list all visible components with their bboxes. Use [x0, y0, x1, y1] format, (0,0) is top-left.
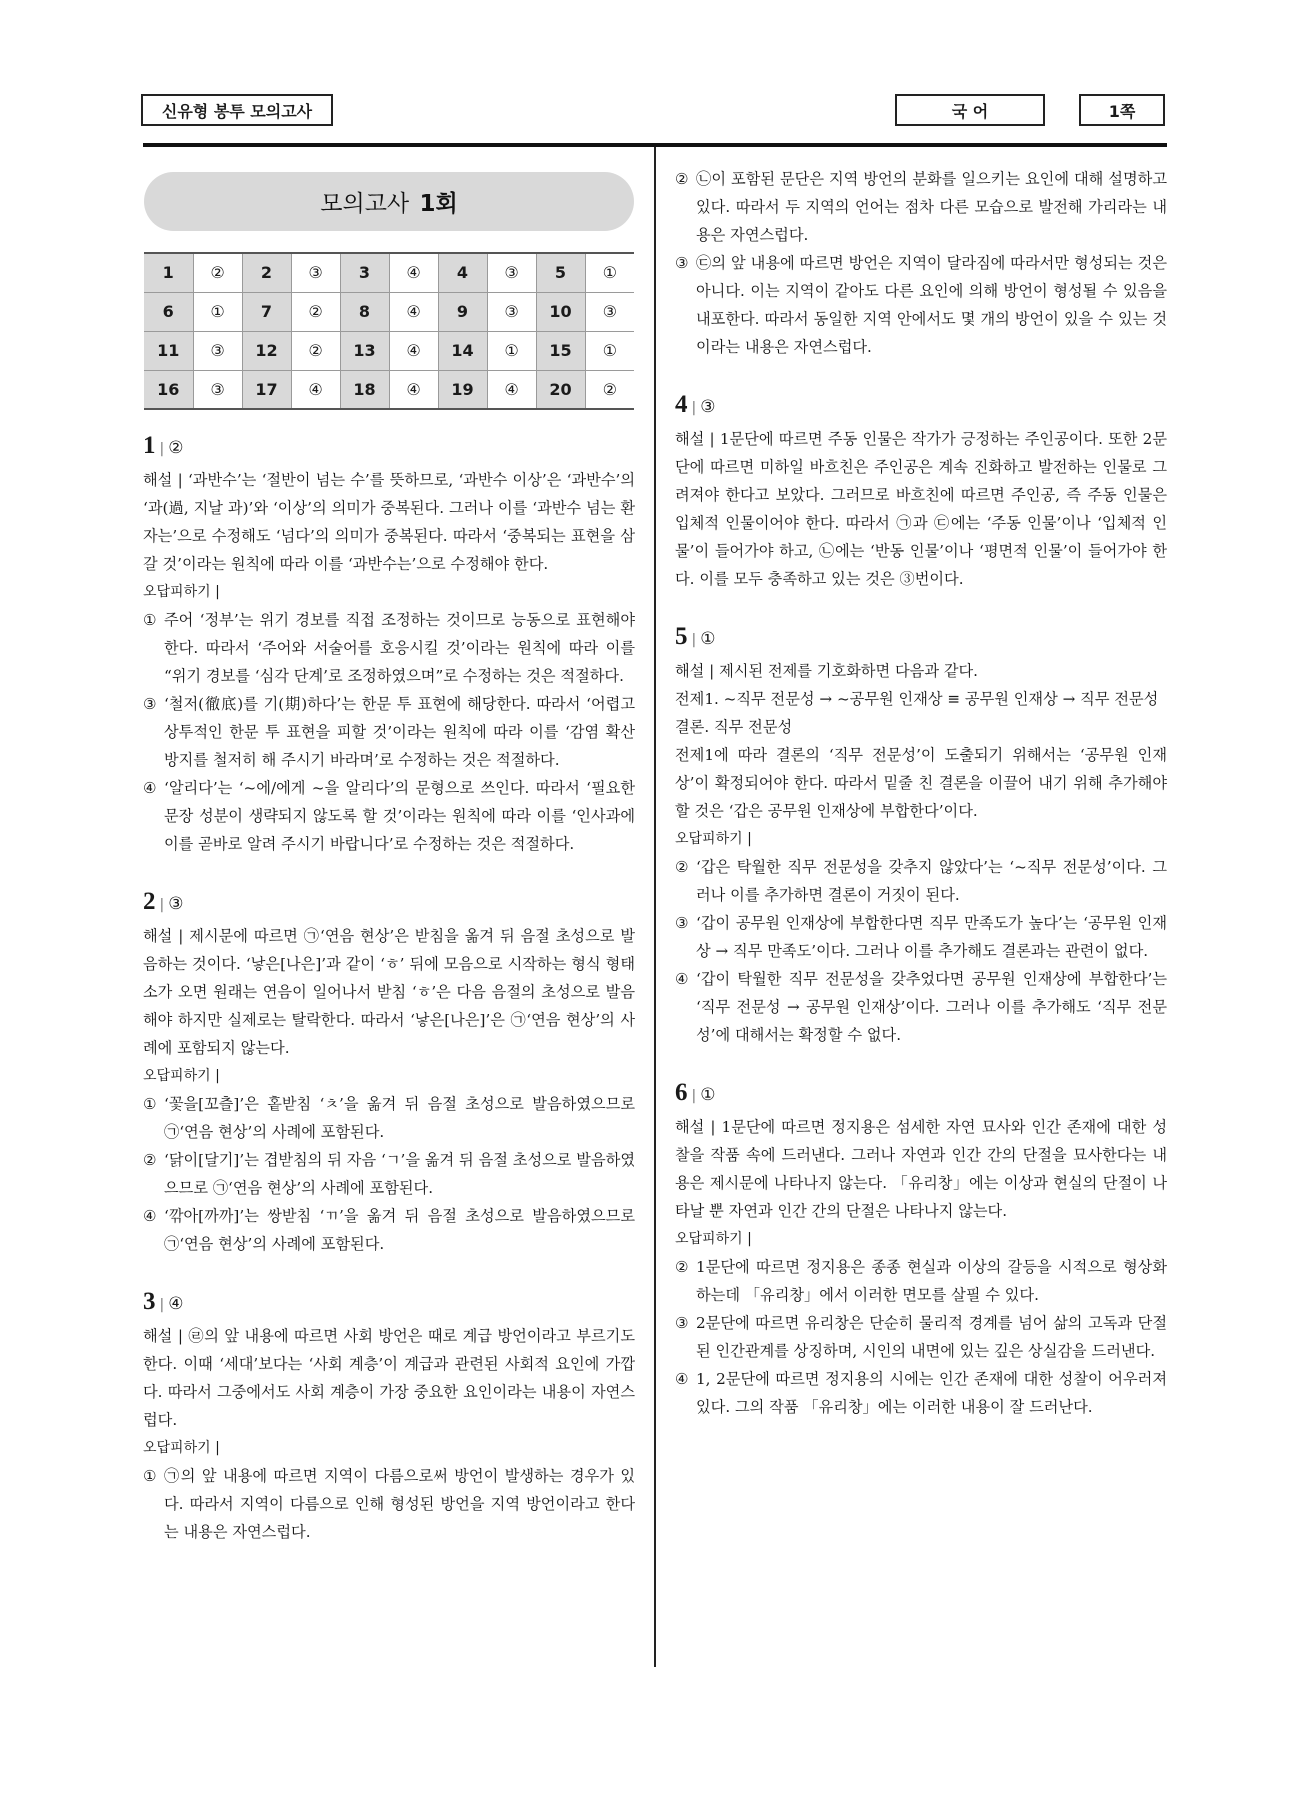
question-heading-answer: ④ [168, 1294, 184, 1314]
option-text: ‘갑이 공무원 인재상에 부합한다면 직무 만족도가 높다’는 ‘공무원 인재상 → 직무 만족도’이다. 그러나 이를 추가해도 결론과는 관련이 없다. [696, 914, 1167, 960]
question-heading-answer: ③ [700, 397, 716, 417]
answer-choice: ③ [291, 253, 340, 292]
option-text: ㉠의 앞 내용에 따르면 지역이 다름으로써 방언이 발생하는 경우가 있다. 따라서 지역이 다름으로 인해 형성된 방언을 지역 방언이라고 한다는 내용은 자연스럽다. [164, 1467, 635, 1541]
question-heading-answer: ② [168, 438, 184, 458]
option-marker: ② [675, 858, 689, 876]
option-marker: ④ [675, 970, 689, 988]
option-text: ‘갑은 탁월한 직무 전문성을 갖추지 않았다’는 ‘~직무 전문성’이다. 그러나 이를 추가하면 결론이 거짓이 된다. [696, 858, 1167, 904]
option-explanation [143, 1090, 635, 1146]
question-heading [675, 617, 1167, 657]
option-explanation [675, 165, 1167, 249]
option-marker: ④ [143, 1207, 157, 1225]
option-marker: ② [675, 170, 689, 188]
answer-row [144, 370, 634, 409]
option-explanation [675, 909, 1167, 965]
option-text: ‘알리다’는 ‘~에/에게 ~을 알리다’의 문형으로 쓰인다. 따라서 ‘필요한 문장 성분이 생략되지 않도록 할 것’이라는 원칙에 따라 이를 ‘인사과에 이를 곧바로 알려 주시기 바랍니다’로 수정하는 것은 적절하다. [164, 779, 635, 853]
option-marker: ① [143, 1095, 157, 1113]
option-explanation [143, 1202, 635, 1258]
answer-choice: ③ [487, 253, 536, 292]
explanation-paragraph: 해설 | 제시된 전제를 기호화하면 다음과 같다. [675, 662, 978, 680]
explanation-paragraph: 해설 | 1문단에 따르면 주동 인물은 작가가 긍정하는 주인공이다. 또한 2문단에 따르면 미하일 바흐친은 주인공은 계속 진화하고 발전하는 인물로 그려져야 한다고 보았다. 그러므로 바흐친에 따르면 주인공, 즉 주동 인물은 입체적 인물이어야 한다. 따라서 ㉠과 ㉢에는 ‘주동 인물’이나 ‘입체적 인물’이 들어가야 하고, ㉡에는 ‘반동 인물’이나 ‘평면적 인물’이 들어가야 한다. 이를 모두 충족하고 있는 것은 ③번이다. [675, 430, 1167, 588]
wrong-answer-label: 오답피하기 | [143, 584, 220, 600]
explanation-paragraph: 해설 | 제시문에 따르면 ㉠‘연음 현상’은 받침을 옮겨 뒤 음절 초성으로 발음하는 것이다. ‘낳은[나은]’과 같이 ‘ㅎ’ 뒤에 모음으로 시작하는 형식 형태소가 오면 원래는 연음이 일어나서 받침 ‘ㅎ’은 다음 음절의 초성으로 발음해야 하지만 실제로는 탈락한다. 따라서 ‘낳은[나은]’은 ㉠‘연음 현상’의 사례에 포함되지 않는다. [143, 927, 635, 1057]
option-text: ‘갑이 탁월한 직무 전문성을 갖추었다면 공무원 인재상에 부합한다’는 ‘직무 전문성 → 공무원 인재상’이다. 그러나 이를 추가해도 ‘직무 전문성’에 대해서는 확정할 수 없다. [696, 970, 1167, 1044]
question-heading-number: 4 [675, 391, 688, 418]
option-text: 1, 2문단에 따르면 정지용의 시에는 인간 존재에 대한 성찰이 어우러져 있다. 그의 작품 「유리창」에는 이러한 내용이 잘 드러난다. [696, 1370, 1167, 1416]
answer-choice: ③ [193, 331, 242, 370]
explanation-block [675, 165, 1167, 361]
answer-choice: ④ [389, 370, 438, 409]
question-number: 1 [144, 253, 193, 292]
answer-choice: ④ [389, 253, 438, 292]
explanation-block [143, 426, 635, 858]
exam-title [144, 172, 634, 231]
question-heading [675, 385, 1167, 425]
wrong-answer-label: 오답피하기 | [143, 1440, 220, 1456]
left-column [143, 426, 635, 1570]
option-text: ‘닭이[달기]’는 겹받침의 뒤 자음 ‘ㄱ’을 옮겨 뒤 음절 초성으로 발음하였으므로 ㉠‘연음 현상’의 사례에 포함된다. [164, 1151, 635, 1197]
answer-choice: ① [193, 292, 242, 331]
question-heading [143, 882, 635, 922]
explanation-block [675, 617, 1167, 1049]
answer-choice: ③ [487, 292, 536, 331]
question-heading [143, 1282, 635, 1322]
explanation-block [675, 385, 1167, 593]
answer-choice: ① [585, 253, 634, 292]
question-number: 10 [536, 292, 585, 331]
question-number: 16 [144, 370, 193, 409]
heading-separator: | [159, 1297, 165, 1313]
option-text: ‘철저(徹底)를 기(期)하다’는 한문 투 표현에 해당한다. 따라서 ‘어렵고 상투적인 한문 투 표현을 피할 것’이라는 원칙에 따라 이를 ‘감염 확산 방지를 철저히 해 주시기 바라며’로 수정하는 것은 적절하다. [164, 695, 635, 769]
question-heading-number: 5 [675, 623, 688, 650]
question-number: 15 [536, 331, 585, 370]
wrong-answer-label: 오답피하기 | [675, 1231, 752, 1247]
explanation-block [143, 882, 635, 1258]
question-heading-number: 1 [143, 432, 156, 459]
option-explanation [143, 774, 635, 858]
explanation-paragraph: 해설 | ㉣의 앞 내용에 따르면 사회 방언은 때로 계급 방언이라고 부르기도 한다. 이때 ‘세대’보다는 ‘사회 계층’이 계급과 관련된 사회적 요인에 가깝다. 따라서 그중에서도 사회 계층이 가장 중요한 요인이라는 내용이 자연스럽다. [143, 1327, 635, 1429]
question-number: 5 [536, 253, 585, 292]
question-number: 4 [438, 253, 487, 292]
answer-choice: ③ [193, 370, 242, 409]
answer-choice: ④ [487, 370, 536, 409]
answer-choice: ② [193, 253, 242, 292]
exam-title-number: 1회 [419, 191, 458, 217]
answer-row [144, 331, 634, 370]
option-text: 주어 ‘정부’는 위기 경보를 직접 조정하는 것이므로 능동으로 표현해야 한다. 따라서 ‘주어와 서술어를 호응시킬 것’이라는 원칙에 따라 이를 “위기 경보를 ‘심각 단계’로 조정하였으며”로 수정하는 것은 적절하다. [164, 611, 635, 685]
answer-choice: ② [291, 292, 340, 331]
option-marker: ④ [143, 779, 157, 797]
question-number: 12 [242, 331, 291, 370]
explanation-block [675, 1073, 1167, 1421]
option-text: ㉡이 포함된 문단은 지역 방언의 분화를 일으키는 요인에 대해 설명하고 있다. 따라서 두 지역의 언어는 점차 다른 모습으로 발전해 가리라는 내용은 자연스럽다. [696, 170, 1167, 244]
option-explanation [675, 249, 1167, 361]
question-heading-answer: ③ [168, 894, 184, 914]
option-explanation [143, 690, 635, 774]
answer-choice: ① [585, 331, 634, 370]
explanation-block [143, 1282, 635, 1546]
heading-separator: | [691, 632, 697, 648]
explanation-paragraph: 해설 | 1문단에 따르면 정지용은 섬세한 자연 묘사와 인간 존재에 대한 성찰을 작품 속에 드러낸다. 그러나 자연과 인간 간의 단절을 묘사한다는 내용은 제시문에 나타나지 않는다. 「유리창」에는 이상과 현실의 단절이 나타날 뿐 자연과 인간 간의 단절은 나타나지 않는다. [675, 1118, 1167, 1220]
question-number: 2 [242, 253, 291, 292]
question-number: 9 [438, 292, 487, 331]
question-number: 3 [340, 253, 389, 292]
option-text: ‘깎아[까까]’는 쌍받침 ‘ㄲ’을 옮겨 뒤 음절 초성으로 발음하였으므로 ㉠‘연음 현상’의 사례에 포함된다. [164, 1207, 635, 1253]
answer-choice: ③ [585, 292, 634, 331]
heading-separator: | [159, 441, 165, 457]
heading-separator: | [159, 897, 165, 913]
question-number: 7 [242, 292, 291, 331]
heading-separator: | [691, 1088, 697, 1104]
option-text: ㉢의 앞 내용에 따르면 방언은 지역이 달라짐에 따라서만 형성되는 것은 아니다. 이는 지역이 같아도 다른 요인에 의해 방언이 형성될 수 있음을 내포한다. 따라서 동일한 지역 안에서도 몇 개의 방언이 있을 수 있는 것이라는 내용은 자연스럽다. [696, 254, 1167, 356]
option-marker: ④ [675, 1370, 689, 1388]
right-column [675, 165, 1167, 1445]
wrong-answer-label: 오답피하기 | [143, 1068, 220, 1084]
answer-choice: ④ [389, 331, 438, 370]
question-heading [143, 426, 635, 466]
header-subject: 국 어 [895, 94, 1045, 126]
option-marker: ③ [675, 1314, 689, 1332]
question-heading-number: 3 [143, 1288, 156, 1315]
question-number: 17 [242, 370, 291, 409]
question-number: 8 [340, 292, 389, 331]
column-divider [654, 147, 656, 1667]
answer-choice: ① [487, 331, 536, 370]
option-explanation [675, 1253, 1167, 1309]
header-page-number: 1쪽 [1079, 94, 1165, 126]
header-series-title: 신유형 봉투 모의고사 [141, 94, 333, 126]
question-number: 11 [144, 331, 193, 370]
answer-choice: ② [291, 331, 340, 370]
question-number: 19 [438, 370, 487, 409]
answer-table [144, 252, 634, 410]
option-explanation [143, 1462, 635, 1546]
option-marker: ③ [675, 254, 689, 272]
option-marker: ③ [143, 695, 157, 713]
option-explanation [675, 1309, 1167, 1365]
question-number: 6 [144, 292, 193, 331]
option-text: ‘꽃을[꼬츨]’은 홑받침 ‘ㅊ’을 옮겨 뒤 음절 초성으로 발음하였으므로 ㉠‘연음 현상’의 사례에 포함된다. [164, 1095, 635, 1141]
explanation-paragraph: 해설 | ‘과반수’는 ‘절반이 넘는 수’를 뜻하므로, ‘과반수 이상’은 ‘과반수’의 ‘과(過, 지날 과)’와 ‘이상’의 의미가 중복된다. 그러나 이를 ‘과반수 넘는 환자는’으로 수정해도 ‘넘다’의 의미가 중복된다. 따라서 ‘중복되는 표현을 삼갈 것’이라는 원칙에 따라 이를 ‘과반수는’으로 수정해야 한다. [143, 471, 635, 573]
answer-row [144, 292, 634, 331]
option-marker: ① [143, 1467, 157, 1485]
option-marker: ② [675, 1258, 689, 1276]
option-marker: ② [143, 1151, 157, 1169]
question-heading-answer: ① [700, 1085, 716, 1105]
question-heading-number: 2 [143, 888, 156, 915]
answer-choice: ④ [389, 292, 438, 331]
answer-row [144, 253, 634, 292]
option-explanation [143, 1146, 635, 1202]
question-number: 18 [340, 370, 389, 409]
question-number: 14 [438, 331, 487, 370]
exam-title-prefix: 모의고사 [320, 191, 410, 217]
heading-separator: | [691, 400, 697, 416]
question-heading [675, 1073, 1167, 1113]
option-text: 1문단에 따르면 정지용은 종종 현실과 이상의 갈등을 시적으로 형상화하는데 「유리창」에서 이러한 면모를 살필 수 있다. [696, 1258, 1167, 1304]
option-marker: ① [143, 611, 157, 629]
wrong-answer-label: 오답피하기 | [675, 831, 752, 847]
answer-choice: ② [585, 370, 634, 409]
question-number: 13 [340, 331, 389, 370]
explanation-paragraph: 결론. 직무 전문성 [675, 718, 793, 736]
option-explanation [675, 853, 1167, 909]
option-marker: ③ [675, 914, 689, 932]
question-heading-answer: ① [700, 629, 716, 649]
question-number: 20 [536, 370, 585, 409]
explanation-paragraph: 전제1. ~직무 전문성 → ~공무원 인재상 ≡ 공무원 인재상 → 직무 전문성 [675, 690, 1159, 708]
answer-choice: ④ [291, 370, 340, 409]
option-explanation [143, 606, 635, 690]
option-explanation [675, 1365, 1167, 1421]
question-heading-number: 6 [675, 1079, 688, 1106]
explanation-paragraph: 전제1에 따라 결론의 ‘직무 전문성’이 도출되기 위해서는 ‘공무원 인재상’이 확정되어야 한다. 따라서 밑줄 친 결론을 이끌어 내기 위해 추가해야 할 것은 ‘갑은 공무원 인재상에 부합한다’이다. [675, 746, 1167, 820]
option-text: 2문단에 따르면 유리창은 단순히 물리적 경계를 넘어 삶의 고독과 단절된 인간관계를 상징하며, 시인의 내면에 있는 깊은 상실감을 드러낸다. [696, 1314, 1167, 1360]
option-explanation [675, 965, 1167, 1049]
